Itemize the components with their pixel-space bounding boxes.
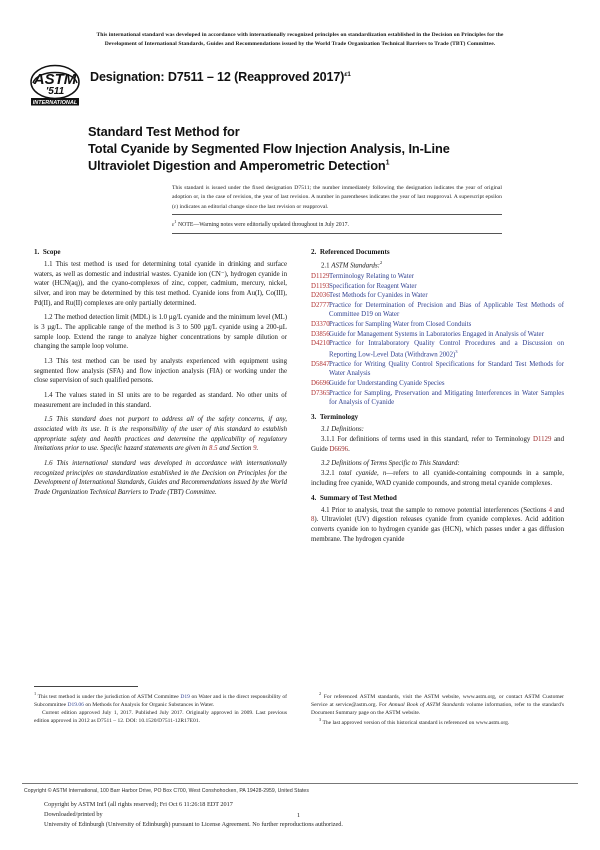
section-title-4: Summary of Test Method [319,493,397,502]
section-number-4: 4. [311,493,317,502]
list-item[interactable] [311,360,564,379]
standard-code[interactable]: D6696 [311,379,330,387]
standard-code[interactable]: D1129 [311,272,330,280]
cross-ref-section-8[interactable]: 8 [311,516,315,524]
standard-title: Specification for Reagent Water [329,282,417,290]
wto-banner-line2: Development of International Standards, Guides and Recommendations issued by the World Trade Organization Technical Barriers to Trade (TBT) Committee. [104,41,496,48]
standard-title: Practice for Determination of Precision and Bias of Applicable Test Methods of Committee D19 on Water [329,301,564,319]
footnote-3 [311,717,564,727]
wto-banner [34,31,566,49]
section-title-2: Referenced Documents [319,248,390,256]
license-line-1: Copyright by ASTM Int'l (all rights reserved); Fri Oct 6 11:26:18 EDT 2017 [44,801,233,808]
section-number-3: 3. [311,413,317,422]
cross-ref-section-4[interactable]: 4 [548,506,552,514]
footnote-2-pre: For referenced ASTM standards, visit the ASTM website, www.astm.org, or contact ASTM Customer Service at service@astm.org. For [311,693,564,709]
cross-ref-9[interactable]: 9 [253,445,257,453]
cross-ref-d6696[interactable]: D6696 [329,445,349,453]
paragraph-3-1: 3.1 Definitions: [321,426,364,434]
paragraph-3-2-1-text: —refers to all cyanide-containing compounds in a sample, including free cyanide, WAD cyanide compounds, and strong metal cyanide complexes. [311,469,564,487]
paragraph-3-2-1-number: 3.2.1 [321,469,335,477]
standard-code[interactable]: D7365 [311,389,330,397]
footnote-1-end: on Methods for Analysis for Organic Substances in Water. [83,702,215,709]
subhead-footnote-marker: 2 [379,260,383,266]
list-item[interactable] [311,320,564,330]
title-line-3-text: Ultraviolet Digestion and Amperometric Detection [88,158,386,174]
footnote-2-end: volume information, refer to the standard's Document Summary page on the ASTM website. [311,702,564,717]
footnote-1-edition: Current edition approved July 1, 2017. Published July 2017. Originally approved in 2009. Last previous edition approved in 2012 as D7511 – 12. DOI: 10.1520/D7511-12R17E01. [34,710,287,725]
standard-code[interactable]: D2777 [311,301,330,309]
committee-d19-link[interactable]: D19 [180,693,190,700]
section-heading-referenced-documents [311,248,564,258]
standard-title: Terminology Relating to Water [329,272,414,280]
standard-code[interactable]: D1193 [311,282,330,290]
term-total-cyanide: total cyanide, n [338,469,387,477]
svg-text:ASTM: ASTM [33,71,77,88]
cross-ref-d1129[interactable]: D1129 [533,435,552,443]
standard-code[interactable]: D5847 [311,360,330,368]
paragraph-3-2-1 [311,469,564,488]
standard-title: Test Methods for Cyanides in Water [329,292,428,300]
list-item[interactable] [311,330,564,340]
epsilon-note [172,219,502,230]
list-item[interactable] [311,389,564,408]
footnote-2-marker: 2 [319,691,322,696]
footnote-3-text: The last approved version of this historical standard is referenced on www.astm.org. [321,720,510,727]
standard-footnote-marker: 3 [455,348,458,354]
subcommittee-d1906-link[interactable]: D19.06 [67,702,84,709]
paragraph-3-1-1-mid: and Guide [311,435,565,453]
bottom-separator-rule [22,783,578,784]
standard-code[interactable]: D2036 [311,292,330,300]
footnote-1-pre: This test method is under the jurisdiction of ASTM Committee [36,693,181,700]
standard-code[interactable]: D3370 [311,321,330,328]
paragraph-3-1-1-pre: 3.1.1 For definitions of terms used in this standard, refer to Terminology [321,435,534,443]
epsilon-note-rule-bottom [172,233,502,234]
footnote-2 [311,691,564,717]
footnote-3-marker: 3 [319,717,322,723]
subhead-number-2-1: 2.1 [321,262,330,270]
standard-title: Guide for Understanding Cyanide Species [329,379,445,387]
section-title-1: Scope [42,248,61,256]
paragraph-1-2: 1.2 The method detection limit (MDL) is 1.0 µg/L cyanide and the minimum level (ML) is 3 µg/L. The applicable range of the method is 3 to 500 µg/L cyanide using a 200-µL sample loop. Extend the range to analyze higher concentrations by sample dilution or changing the sample loop volume. [34,314,287,351]
standard-title: Practice for Writing Quality Control Specifications for Standard Test Methods for Water Analysis [329,360,564,378]
designation-row [28,62,568,108]
astm-logo-icon [28,62,82,108]
paragraph-3-1-1-end: . [348,445,350,453]
section-heading-terminology [311,413,564,423]
epsilon-note-number: 1 [174,219,177,224]
title-line-2: Total Cyanide by Segmented Flow Injection Analysis, In-Line [88,141,450,157]
designation-epsilon-number: 1 [347,70,351,78]
svg-text:'511: '511 [45,86,65,97]
page-number: 1 [297,812,301,819]
footnotes-right [311,691,564,728]
epsilon-symbol: ε [172,221,175,228]
standard-title: Practice for Intralaboratory Quality Control Procedures and a Discussion on Reporting Low-Level Data (Withdrawn 2002) [329,340,564,359]
column-left [34,248,287,497]
list-item[interactable] [311,282,564,292]
page-title [88,123,558,174]
title-line-3 [88,157,558,174]
paragraph-1-5-mid: and Section [217,445,254,453]
paragraph-4-1-pre: 4.1 Prior to analysis, treat the sample to remove potential interferences (Sections [321,506,549,514]
license-line-2: Downloaded/printed by [44,811,103,819]
paragraph-4-1-mid: and [551,506,565,514]
section-heading-scope [34,248,287,258]
standard-code[interactable]: D4210 [311,340,330,348]
paragraph-1-6: 1.6 This international standard was developed in accordance with internationally recognized principles on standardization established in the Decision on Principles for the Development of International Standards, Guides and Recommendations issued by the World Trade Organization Technical Barriers to Trade (TBT) Committee. [34,459,287,496]
standard-title: Guide for Management Systems in Laboratories Engaged in Analysis of Water [329,330,544,338]
paragraph-3-2: 3.2 Definitions of Terms Specific to This Standard: [321,460,460,468]
standard-title: Practices for Sampling Water from Closed Conduits [329,321,472,328]
epsilon-note-lead [172,219,177,228]
list-item[interactable] [311,339,564,360]
paragraph-3-1-1 [311,435,564,454]
referenced-standards-list [311,272,564,408]
section-number-2: 2. [311,248,317,256]
designation-label [90,70,351,84]
section-title-3: Terminology [319,413,359,422]
paragraph-1-3: 1.3 This test method can be used by analysts experienced with equipment using segmented flow analysis (SFA) and flow injection analysis (FIA) or working under the close supervision of such qualified persons. [34,357,287,385]
paragraph-4-1-end: ). Ultraviolet (UV) digestion releases cyanide from cyanide complexes. Acid addition converts cyanide ion to hydrogen cyanide gas (HCN), which passes under a gas diffusion membrane. The hydrogen cyanide [311,516,564,543]
paragraph-4-1 [311,506,564,544]
license-line-3: University of Edinburgh (University of Edinburgh) pursuant to License Agreement. No further reproductions authorized. [44,821,343,829]
epsilon-note-rule-top [172,214,502,215]
section-heading-summary-of-test-method [311,494,564,504]
wto-banner-line1: This international standard was developed in accordance with internationally recognized principles on standardization established in the Decision on Principles for the [96,32,504,38]
list-item[interactable] [311,272,564,282]
paragraph-1-4: 1.4 The values stated in SI units are to be regarded as standard. No other units of measurement are included in this standard. [34,391,287,409]
column-right [311,248,564,544]
svg-text:INTERNATIONAL: INTERNATIONAL [32,100,78,106]
list-item[interactable] [311,301,564,320]
paragraph-1-5 [34,415,287,453]
copyright-line: Copyright © ASTM International, 100 Barr Harbor Drive, PO Box C700, West Conshohocken, PA 19428-2959, United States [24,788,309,794]
epsilon-note-text: NOTE—Warning notes were editorially updated throughout in July 2017. [177,221,349,228]
title-line-1: Standard Test Method for [88,124,240,139]
footnote-1-marker: 1 [34,691,37,696]
designation-text: Designation: D7511 – 12 (Reapproved 2017) [90,70,345,84]
footnote-1-mid: on Water and is the direct responsibility of Subcommittee [34,693,287,709]
footnote-2-italic: Annual Book of ASTM Standards [388,702,465,709]
paragraph-1-1: 1.1 This test method is used for determining total cyanide in drinking and surface waters, as well as domestic and industrial wastes. Cyanide ion (CN⁻), hydrogen cyanide in water (HCN(aq)), and the cyano-complexes of zinc, copper, cadmium, mercury, nickel, silver, and iron may be determined by this test method. Cyanide ions from Au(I), Co(III), Pd(II), and Ru(II) complexes are only partially determined. [34,261,287,307]
cross-ref-8-5[interactable]: 8.5 [208,445,218,453]
list-item[interactable] [311,379,564,389]
footnote-separator-rule [34,686,138,687]
title-footnote-marker: 1 [385,159,390,167]
footnotes-left [34,691,287,726]
subhead-text-astm-standards: ASTM Standards: [331,262,380,270]
subhead-astm-standards [311,260,564,271]
section-number-1: 1. [34,248,40,256]
paragraph-1-5-pre: 1.5 This standard does not purport to address all of the safety concerns, if any, associated with its use. It is the responsibility of the user of this standard to establish appropriate safety and health practices and determine the applicability of regulatory limitations prior to use. Specific hazard statements are given in [34,416,287,453]
issued-under-block: This standard is issued under the fixed designation D7511; the number immediately following the designation indicates the year of original adoption or, in the case of revision, the year of last revision. A number in parentheses indicates the year of last reapproval. A superscript epsilon (ε) indicates an editorial change since the last revision or reapproval. [172,185,502,210]
list-item[interactable] [311,291,564,301]
standard-title: Practice for Sampling, Preservation and Mitigating Interferences in Water Samples for Analysis of Cyanide [329,389,564,407]
paragraph-1-5-end: . [256,445,259,453]
standard-code[interactable]: D3856 [311,330,330,338]
footnote-1 [34,691,287,709]
designation-epsilon: ε [344,70,348,78]
